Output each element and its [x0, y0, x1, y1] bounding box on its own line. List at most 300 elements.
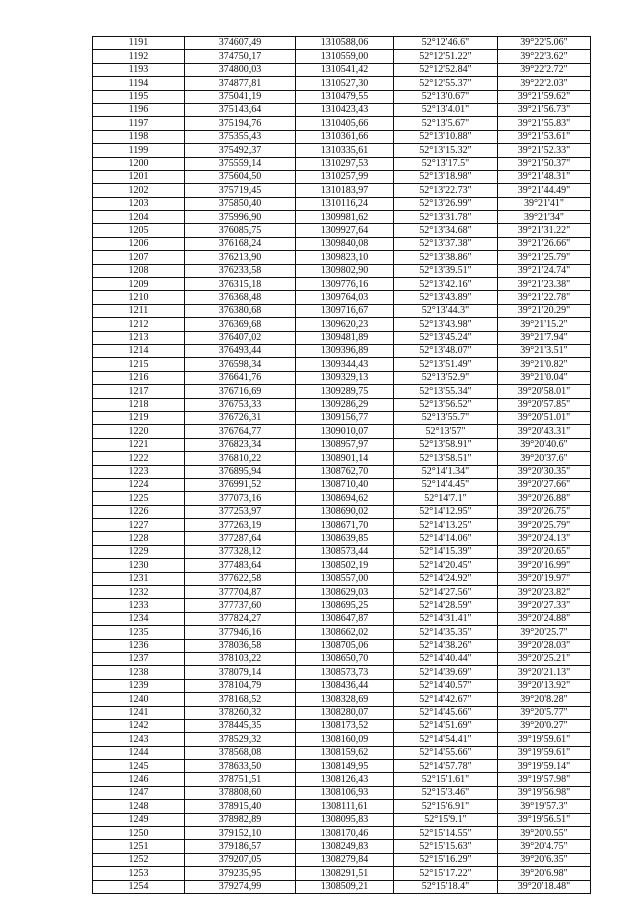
table-row — [93, 853, 591, 866]
longitude-cell: 39°20'19.97" — [498, 572, 591, 585]
x-coordinate-cell: 379186,57 — [185, 840, 296, 853]
table-row — [93, 639, 591, 652]
x-coordinate-cell: 375041,19 — [185, 90, 296, 103]
table-row — [93, 746, 591, 759]
x-coordinate-cell: 376407,02 — [185, 331, 296, 344]
y-coordinate-cell: 1308509,21 — [296, 880, 394, 893]
y-coordinate-cell: 1309481,89 — [296, 331, 394, 344]
point-number-cell: 1232 — [93, 586, 185, 599]
longitude-cell: 39°20'40.6" — [498, 438, 591, 451]
y-coordinate-cell: 1309010,07 — [296, 425, 394, 438]
y-coordinate-cell: 1310361,66 — [296, 130, 394, 143]
y-coordinate-cell: 1308901,14 — [296, 452, 394, 465]
point-number-cell: 1219 — [93, 411, 185, 424]
point-number-cell: 1208 — [93, 264, 185, 277]
point-number-cell: 1223 — [93, 465, 185, 478]
longitude-cell: 39°21'52.33" — [498, 144, 591, 157]
longitude-cell: 39°19'57.3" — [498, 800, 591, 813]
x-coordinate-cell: 378633,50 — [185, 760, 296, 773]
y-coordinate-cell: 1308662,02 — [296, 626, 394, 639]
x-coordinate-cell: 376753,33 — [185, 398, 296, 411]
table-row — [93, 545, 591, 558]
x-coordinate-cell: 376168,24 — [185, 237, 296, 250]
point-number-cell: 1233 — [93, 599, 185, 612]
longitude-cell: 39°20'16.99" — [498, 559, 591, 572]
table-row — [93, 706, 591, 719]
table-row — [93, 224, 591, 237]
y-coordinate-cell: 1309716,67 — [296, 304, 394, 317]
latitude-cell: 52°13'15.32" — [394, 144, 498, 157]
latitude-cell: 52°14'54.41" — [394, 733, 498, 746]
latitude-cell: 52°13'22.73" — [394, 184, 498, 197]
point-number-cell: 1200 — [93, 157, 185, 170]
table-row — [93, 103, 591, 116]
point-number-cell: 1213 — [93, 331, 185, 344]
x-coordinate-cell: 378260,32 — [185, 706, 296, 719]
x-coordinate-cell: 375559,14 — [185, 157, 296, 170]
longitude-cell: 39°19'59.61" — [498, 733, 591, 746]
latitude-cell: 52°13'58.51" — [394, 452, 498, 465]
table-row — [93, 77, 591, 90]
x-coordinate-cell: 374800,03 — [185, 63, 296, 76]
point-number-cell: 1249 — [93, 813, 185, 826]
x-coordinate-cell: 376764,77 — [185, 425, 296, 438]
x-coordinate-cell: 376991,52 — [185, 478, 296, 491]
longitude-cell: 39°19'57.98" — [498, 773, 591, 786]
y-coordinate-cell: 1308710,40 — [296, 478, 394, 491]
table-row — [93, 237, 591, 250]
point-number-cell: 1224 — [93, 478, 185, 491]
latitude-cell: 52°14'35.35" — [394, 626, 498, 639]
table-row — [93, 197, 591, 210]
latitude-cell: 52°13'43.98" — [394, 318, 498, 331]
longitude-cell: 39°19'59.14" — [498, 760, 591, 773]
latitude-cell: 52°13'17.5" — [394, 157, 498, 170]
x-coordinate-cell: 378103,22 — [185, 652, 296, 665]
table-row — [93, 170, 591, 183]
latitude-cell: 52°13'10.88" — [394, 130, 498, 143]
x-coordinate-cell: 379207,05 — [185, 853, 296, 866]
table-row — [93, 679, 591, 692]
x-coordinate-cell: 374877,81 — [185, 77, 296, 90]
point-number-cell: 1251 — [93, 840, 185, 853]
latitude-cell: 52°13'52.9" — [394, 371, 498, 384]
x-coordinate-cell: 375355,43 — [185, 130, 296, 143]
latitude-cell: 52°13'45.24" — [394, 331, 498, 344]
point-number-cell: 1225 — [93, 492, 185, 505]
point-number-cell: 1211 — [93, 304, 185, 317]
latitude-cell: 52°15'17.22" — [394, 867, 498, 880]
point-number-cell: 1192 — [93, 50, 185, 63]
x-coordinate-cell: 374750,17 — [185, 50, 296, 63]
table-row — [93, 813, 591, 826]
x-coordinate-cell: 376085,75 — [185, 224, 296, 237]
point-number-cell: 1206 — [93, 237, 185, 250]
point-number-cell: 1209 — [93, 278, 185, 291]
longitude-cell: 39°20'4.75" — [498, 840, 591, 853]
table-row — [93, 559, 591, 572]
latitude-cell: 52°13'26.99" — [394, 197, 498, 210]
point-number-cell: 1199 — [93, 144, 185, 157]
table-row — [93, 719, 591, 732]
longitude-cell: 39°20'26.75" — [498, 505, 591, 518]
x-coordinate-cell: 377622,58 — [185, 572, 296, 585]
longitude-cell: 39°21'22.78" — [498, 291, 591, 304]
x-coordinate-cell: 378529,32 — [185, 733, 296, 746]
longitude-cell: 39°21'24.74" — [498, 264, 591, 277]
x-coordinate-cell: 377737,60 — [185, 599, 296, 612]
latitude-cell: 52°14'15.39" — [394, 545, 498, 558]
point-number-cell: 1201 — [93, 170, 185, 183]
latitude-cell: 52°14'1.34" — [394, 465, 498, 478]
latitude-cell: 52°15'15.63" — [394, 840, 498, 853]
y-coordinate-cell: 1308160,09 — [296, 733, 394, 746]
table-row — [93, 63, 591, 76]
point-number-cell: 1250 — [93, 827, 185, 840]
latitude-cell: 52°14'55.66" — [394, 746, 498, 759]
longitude-cell: 39°20'23.82" — [498, 586, 591, 599]
point-number-cell: 1240 — [93, 693, 185, 706]
table-row — [93, 438, 591, 451]
latitude-cell: 52°12'46.6" — [394, 37, 498, 50]
table-row — [93, 90, 591, 103]
longitude-cell: 39°20'13.92" — [498, 679, 591, 692]
table-row — [93, 612, 591, 625]
table-row — [93, 264, 591, 277]
point-number-cell: 1212 — [93, 318, 185, 331]
y-coordinate-cell: 1310183,97 — [296, 184, 394, 197]
x-coordinate-cell: 376598,34 — [185, 358, 296, 371]
table-row — [93, 50, 591, 63]
x-coordinate-cell: 377704,87 — [185, 586, 296, 599]
x-coordinate-cell: 378168,52 — [185, 693, 296, 706]
table-row — [93, 572, 591, 585]
table-row — [93, 773, 591, 786]
x-coordinate-cell: 375143,64 — [185, 103, 296, 116]
x-coordinate-cell: 375719,45 — [185, 184, 296, 197]
table-row — [93, 251, 591, 264]
longitude-cell: 39°20'57.85" — [498, 398, 591, 411]
latitude-cell: 52°14'20.45" — [394, 559, 498, 572]
y-coordinate-cell: 1309156,77 — [296, 411, 394, 424]
y-coordinate-cell: 1308647,87 — [296, 612, 394, 625]
latitude-cell: 52°15'3.46" — [394, 786, 498, 799]
table-row — [93, 492, 591, 505]
point-number-cell: 1218 — [93, 398, 185, 411]
x-coordinate-cell: 378104,79 — [185, 679, 296, 692]
point-number-cell: 1241 — [93, 706, 185, 719]
table-row — [93, 800, 591, 813]
point-number-cell: 1222 — [93, 452, 185, 465]
latitude-cell: 52°13'55.34" — [394, 385, 498, 398]
x-coordinate-cell: 377483,64 — [185, 559, 296, 572]
table-row — [93, 211, 591, 224]
x-coordinate-cell: 375194,76 — [185, 117, 296, 130]
latitude-cell: 52°14'39.69" — [394, 666, 498, 679]
longitude-cell: 39°21'0.82" — [498, 358, 591, 371]
latitude-cell: 52°14'51.69" — [394, 719, 498, 732]
table-row — [93, 358, 591, 371]
y-coordinate-cell: 1309840,08 — [296, 237, 394, 250]
point-number-cell: 1221 — [93, 438, 185, 451]
point-number-cell: 1229 — [93, 545, 185, 558]
y-coordinate-cell: 1308650,70 — [296, 652, 394, 665]
y-coordinate-cell: 1308557,00 — [296, 572, 394, 585]
longitude-cell: 39°21'3.51" — [498, 344, 591, 357]
longitude-cell: 39°20'28.03" — [498, 639, 591, 652]
y-coordinate-cell: 1309620,23 — [296, 318, 394, 331]
x-coordinate-cell: 379152,10 — [185, 827, 296, 840]
x-coordinate-cell: 379235,95 — [185, 867, 296, 880]
y-coordinate-cell: 1310588,06 — [296, 37, 394, 50]
latitude-cell: 52°15'14.55" — [394, 827, 498, 840]
point-number-cell: 1193 — [93, 63, 185, 76]
y-coordinate-cell: 1309286,29 — [296, 398, 394, 411]
y-coordinate-cell: 1308280,07 — [296, 706, 394, 719]
y-coordinate-cell: 1308249,83 — [296, 840, 394, 853]
longitude-cell: 39°20'5.77" — [498, 706, 591, 719]
y-coordinate-cell: 1310559,00 — [296, 50, 394, 63]
x-coordinate-cell: 376641,76 — [185, 371, 296, 384]
latitude-cell: 52°14'4.45" — [394, 478, 498, 491]
x-coordinate-cell: 378079,14 — [185, 666, 296, 679]
x-coordinate-cell: 376368,48 — [185, 291, 296, 304]
latitude-cell: 52°13'51.49" — [394, 358, 498, 371]
table-row — [93, 371, 591, 384]
table-row — [93, 733, 591, 746]
latitude-cell: 52°14'7.1" — [394, 492, 498, 505]
longitude-cell: 39°20'43.31" — [498, 425, 591, 438]
point-number-cell: 1246 — [93, 773, 185, 786]
x-coordinate-cell: 375492,37 — [185, 144, 296, 157]
coordinates-table-body — [93, 37, 591, 894]
point-number-cell: 1234 — [93, 612, 185, 625]
point-number-cell: 1254 — [93, 880, 185, 893]
x-coordinate-cell: 374607,49 — [185, 37, 296, 50]
table-row — [93, 331, 591, 344]
longitude-cell: 39°20'18.48" — [498, 880, 591, 893]
latitude-cell: 52°13'57" — [394, 425, 498, 438]
longitude-cell: 39°19'56.51" — [498, 813, 591, 826]
latitude-cell: 52°13'0.67" — [394, 90, 498, 103]
longitude-cell: 39°21'56.73" — [498, 103, 591, 116]
longitude-cell: 39°20'26.88" — [498, 492, 591, 505]
longitude-cell: 39°20'20.65" — [498, 545, 591, 558]
longitude-cell: 39°21'44.49" — [498, 184, 591, 197]
table-row — [93, 652, 591, 665]
point-number-cell: 1230 — [93, 559, 185, 572]
latitude-cell: 52°14'57.78" — [394, 760, 498, 773]
y-coordinate-cell: 1308111,61 — [296, 800, 394, 813]
latitude-cell: 52°14'38.26" — [394, 639, 498, 652]
longitude-cell: 39°20'25.7" — [498, 626, 591, 639]
latitude-cell: 52°13'37.38" — [394, 237, 498, 250]
y-coordinate-cell: 1308159,62 — [296, 746, 394, 759]
y-coordinate-cell: 1309289,75 — [296, 385, 394, 398]
longitude-cell: 39°20'51.01" — [498, 411, 591, 424]
point-number-cell: 1198 — [93, 130, 185, 143]
point-number-cell: 1217 — [93, 385, 185, 398]
y-coordinate-cell: 1310541,42 — [296, 63, 394, 76]
longitude-cell: 39°21'34" — [498, 211, 591, 224]
latitude-cell: 52°13'44.3" — [394, 304, 498, 317]
point-number-cell: 1248 — [93, 800, 185, 813]
table-row — [93, 478, 591, 491]
x-coordinate-cell: 378915,40 — [185, 800, 296, 813]
y-coordinate-cell: 1308279,84 — [296, 853, 394, 866]
y-coordinate-cell: 1310116,24 — [296, 197, 394, 210]
y-coordinate-cell: 1308502,19 — [296, 559, 394, 572]
x-coordinate-cell: 377073,16 — [185, 492, 296, 505]
longitude-cell: 39°21'53.61" — [498, 130, 591, 143]
y-coordinate-cell: 1308695,25 — [296, 599, 394, 612]
y-coordinate-cell: 1308106,93 — [296, 786, 394, 799]
longitude-cell: 39°20'25.21" — [498, 652, 591, 665]
longitude-cell: 39°19'59.61" — [498, 746, 591, 759]
point-number-cell: 1247 — [93, 786, 185, 799]
y-coordinate-cell: 1310405,66 — [296, 117, 394, 130]
point-number-cell: 1216 — [93, 371, 185, 384]
longitude-cell: 39°19'56.98" — [498, 786, 591, 799]
y-coordinate-cell: 1309776,16 — [296, 278, 394, 291]
point-number-cell: 1237 — [93, 652, 185, 665]
y-coordinate-cell: 1308671,70 — [296, 519, 394, 532]
latitude-cell: 52°14'42.67" — [394, 693, 498, 706]
y-coordinate-cell: 1308957,97 — [296, 438, 394, 451]
longitude-cell: 39°20'0.55" — [498, 827, 591, 840]
longitude-cell: 39°22'3.62" — [498, 50, 591, 63]
longitude-cell: 39°21'48.31" — [498, 170, 591, 183]
y-coordinate-cell: 1308291,51 — [296, 867, 394, 880]
point-number-cell: 1236 — [93, 639, 185, 652]
table-row — [93, 786, 591, 799]
table-row — [93, 411, 591, 424]
y-coordinate-cell: 1310479,55 — [296, 90, 394, 103]
table-row — [93, 827, 591, 840]
y-coordinate-cell: 1308705,06 — [296, 639, 394, 652]
point-number-cell: 1197 — [93, 117, 185, 130]
point-number-cell: 1245 — [93, 760, 185, 773]
table-row — [93, 425, 591, 438]
point-number-cell: 1226 — [93, 505, 185, 518]
latitude-cell: 52°14'13.25" — [394, 519, 498, 532]
latitude-cell: 52°13'58.91" — [394, 438, 498, 451]
x-coordinate-cell: 376493,44 — [185, 344, 296, 357]
y-coordinate-cell: 1309823,10 — [296, 251, 394, 264]
y-coordinate-cell: 1308328,69 — [296, 693, 394, 706]
point-number-cell: 1204 — [93, 211, 185, 224]
longitude-cell: 39°20'8.28" — [498, 693, 591, 706]
latitude-cell: 52°14'27.56" — [394, 586, 498, 599]
y-coordinate-cell: 1308573,73 — [296, 666, 394, 679]
latitude-cell: 52°13'34.68" — [394, 224, 498, 237]
x-coordinate-cell: 375996,90 — [185, 211, 296, 224]
latitude-cell: 52°15'6.91" — [394, 800, 498, 813]
x-coordinate-cell: 376380,68 — [185, 304, 296, 317]
latitude-cell: 52°13'38.86" — [394, 251, 498, 264]
y-coordinate-cell: 1309344,43 — [296, 358, 394, 371]
x-coordinate-cell: 378445,35 — [185, 719, 296, 732]
table-row — [93, 465, 591, 478]
x-coordinate-cell: 376810,22 — [185, 452, 296, 465]
point-number-cell: 1195 — [93, 90, 185, 103]
y-coordinate-cell: 1309927,64 — [296, 224, 394, 237]
longitude-cell: 39°21'59.62" — [498, 90, 591, 103]
point-number-cell: 1238 — [93, 666, 185, 679]
y-coordinate-cell: 1308573,44 — [296, 545, 394, 558]
longitude-cell: 39°20'21.13" — [498, 666, 591, 679]
x-coordinate-cell: 376233,58 — [185, 264, 296, 277]
x-coordinate-cell: 376726,31 — [185, 411, 296, 424]
table-row — [93, 291, 591, 304]
x-coordinate-cell: 378036,58 — [185, 639, 296, 652]
x-coordinate-cell: 378982,89 — [185, 813, 296, 826]
longitude-cell: 39°20'24.13" — [498, 532, 591, 545]
y-coordinate-cell: 1308173,52 — [296, 719, 394, 732]
longitude-cell: 39°20'27.33" — [498, 599, 591, 612]
longitude-cell: 39°20'6.35" — [498, 853, 591, 866]
latitude-cell: 52°13'48.07" — [394, 344, 498, 357]
point-number-cell: 1194 — [93, 77, 185, 90]
longitude-cell: 39°21'0.04" — [498, 371, 591, 384]
latitude-cell: 52°14'28.59" — [394, 599, 498, 612]
table-row — [93, 586, 591, 599]
latitude-cell: 52°13'18.98" — [394, 170, 498, 183]
point-number-cell: 1235 — [93, 626, 185, 639]
table-row — [93, 599, 591, 612]
table-row — [93, 130, 591, 143]
point-number-cell: 1231 — [93, 572, 185, 585]
table-row — [93, 452, 591, 465]
latitude-cell: 52°14'45.66" — [394, 706, 498, 719]
latitude-cell: 52°14'14.06" — [394, 532, 498, 545]
y-coordinate-cell: 1310257,99 — [296, 170, 394, 183]
point-number-cell: 1203 — [93, 197, 185, 210]
longitude-cell: 39°20'24.88" — [498, 612, 591, 625]
table-row — [93, 519, 591, 532]
point-number-cell: 1210 — [93, 291, 185, 304]
longitude-cell: 39°22'5.06" — [498, 37, 591, 50]
table-row — [93, 318, 591, 331]
table-row — [93, 505, 591, 518]
y-coordinate-cell: 1308170,46 — [296, 827, 394, 840]
table-row — [93, 398, 591, 411]
y-coordinate-cell: 1309764,03 — [296, 291, 394, 304]
table-row — [93, 693, 591, 706]
y-coordinate-cell: 1309396,89 — [296, 344, 394, 357]
y-coordinate-cell: 1308095,83 — [296, 813, 394, 826]
latitude-cell: 52°13'55.7" — [394, 411, 498, 424]
y-coordinate-cell: 1308149,95 — [296, 760, 394, 773]
latitude-cell: 52°13'39.51" — [394, 264, 498, 277]
latitude-cell: 52°12'55.37" — [394, 77, 498, 90]
table-row — [93, 344, 591, 357]
latitude-cell: 52°13'5.67" — [394, 117, 498, 130]
longitude-cell: 39°22'2.03" — [498, 77, 591, 90]
latitude-cell: 52°14'24.92" — [394, 572, 498, 585]
longitude-cell: 39°21'23.38" — [498, 278, 591, 291]
longitude-cell: 39°20'37.6" — [498, 452, 591, 465]
latitude-cell: 52°15'18.4" — [394, 880, 498, 893]
x-coordinate-cell: 377824,27 — [185, 612, 296, 625]
table-row — [93, 666, 591, 679]
y-coordinate-cell: 1310335,61 — [296, 144, 394, 157]
x-coordinate-cell: 378568,08 — [185, 746, 296, 759]
coordinates-table — [92, 36, 591, 894]
point-number-cell: 1244 — [93, 746, 185, 759]
table-row — [93, 157, 591, 170]
x-coordinate-cell: 376315,18 — [185, 278, 296, 291]
